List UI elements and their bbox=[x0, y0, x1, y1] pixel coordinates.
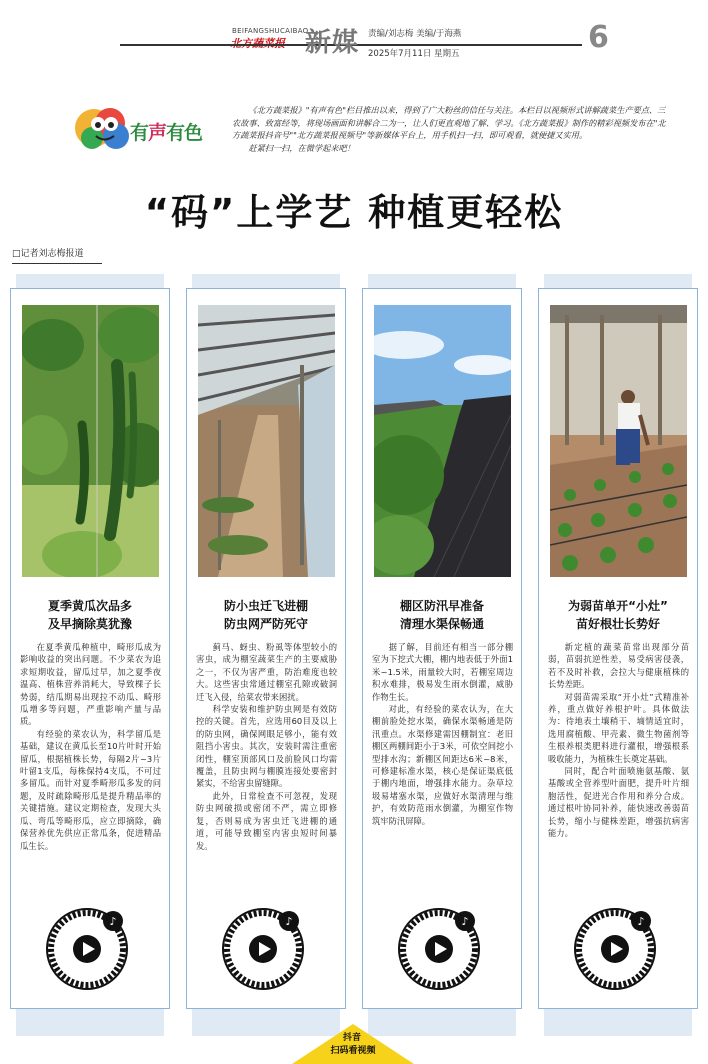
logo-char-2: 声 bbox=[148, 122, 167, 144]
article-paragraph: 对此，有经验的菜农认为，在大棚前脸处挖水渠，确保水渠畅通是防汛重点。水渠修建需因棚制宜：老旧棚区两棚间距小于3米，可依空间挖小型排水沟；新棚区间距达6米~8米，可修建标准水渠，核心是保证渠底低于棚内地面，增强排水能力。杂草垃圾易堵塞水渠，应做好水渠清理与维护，有效防范雨水倒灌，为棚室作物筑牢防汛屏障。 bbox=[372, 704, 513, 826]
article-title-line: 夏季黄瓜次品多 bbox=[47, 599, 132, 613]
article-card bbox=[186, 288, 346, 1009]
column-logo bbox=[72, 98, 222, 158]
field-ditch-photo bbox=[374, 305, 511, 577]
article-title bbox=[15, 597, 165, 633]
masthead bbox=[0, 0, 708, 70]
article-title-line: 及早摘除莫犹豫 bbox=[47, 617, 132, 631]
video-qr-code[interactable] bbox=[397, 907, 481, 991]
greenhouse-interior-image bbox=[198, 305, 335, 577]
seedling-photo bbox=[550, 305, 687, 577]
farmer-seedlings-image bbox=[550, 305, 687, 577]
logo-char-3: 有色 bbox=[166, 122, 203, 144]
article-title-line: 清理水渠保畅通 bbox=[399, 617, 484, 631]
column-logo-text bbox=[130, 118, 202, 145]
column-intro bbox=[232, 104, 672, 154]
article-title bbox=[367, 597, 517, 633]
editors-credit: 责编/刘志梅 美编/于海燕 bbox=[368, 29, 462, 39]
article-title-line: 为弱苗单开“小灶” bbox=[568, 599, 668, 613]
article-title-line: 苗好根壮长势好 bbox=[575, 617, 660, 631]
article-paragraph: 在夏季黄瓜种植中，畸形瓜成为影响收益的突出问题。不少菜农为追求短期收益，留瓜过早，加之夏季夜温高、植株营养消耗大，导致棵子长势弱，结瓜期易出现拉不动瓜、畸形瓜增多等问题，严重影响产量与品质。 bbox=[20, 642, 161, 727]
article-paragraph: 此外，日常检查不可忽视，发现防虫网破损或密闭不严，需立即修复，否则易成为害虫迁飞进棚的通道，可能导致棚室内害虫短时间暴发。 bbox=[196, 790, 337, 851]
footer-scan-label: 扫码看视频 bbox=[330, 1046, 376, 1056]
section-title: 新媒 bbox=[305, 28, 360, 58]
video-qr-code[interactable] bbox=[45, 907, 129, 991]
article-title-line: 棚区防汛早准备 bbox=[399, 599, 484, 613]
video-qr-code[interactable] bbox=[221, 907, 305, 991]
article-body bbox=[196, 641, 337, 852]
svg-text:♪: ♪ bbox=[109, 915, 117, 928]
article-body bbox=[20, 641, 161, 852]
article-body bbox=[548, 641, 689, 840]
article-paragraph: 科学安装和维护防虫网是有效防控的关键。首先，应选用60目及以上的防虫网，确保网眼足够小，能有效阻挡小害虫。其次，安装时需注重密闭性，棚室顶部风口及前脸风口均需覆盖，且防虫网与棚膜连接处要密封紧实，不给害虫留缝隙。 bbox=[196, 704, 337, 789]
article-paragraph: 同时，配合叶面喷施氨基酸、氨基酸或全营养型叶面肥，提升叶片细胞活性，促进光合作用和养分合成。通过根叶协同补养，能快速改善弱苗长势，缩小与健株差距，增强抗病害能力。 bbox=[548, 766, 689, 839]
article-title bbox=[543, 597, 693, 633]
article-title-line: 防虫网严防死守 bbox=[223, 617, 308, 631]
issue-date: 2025年7月11日 星期五 bbox=[368, 49, 460, 59]
article-paragraph: 蓟马、蚜虫、粉虱等体型较小的害虫，成为棚室蔬菜生产的主要威胁之一，不仅为害严重，防治难度也较大。这些害虫常通过棚室孔隙或破洞迁飞入侵，给菜农带来困扰。 bbox=[196, 642, 337, 702]
cucumber-plant-image bbox=[22, 305, 159, 577]
article-title-line: 防小虫迁飞进棚 bbox=[223, 599, 308, 613]
cucumber-photo bbox=[22, 305, 159, 577]
article-card bbox=[538, 288, 698, 1009]
article-paragraph: 对弱苗需采取“开小灶”式精准补养，重点做好养根护叶。具体做法为：待地表土壤稍干、墒情适宜时，选用腐植酸、甲壳素、微生物菌剂等生根养根类肥料进行灌根，增强根系吸收能力，为植株生长奠定基础。 bbox=[548, 691, 689, 764]
svg-text:♪: ♪ bbox=[461, 915, 469, 928]
page-number: 6 bbox=[588, 20, 609, 55]
article-paragraph: 有经验的菜农认为，科学留瓜是基础，建议在黄瓜长至10片叶时开始留瓜，根据植株长势，每隔2片~3片叶留1支瓜，每株保持4支瓜，不可过多留瓜。而针对夏季畸形瓜多发的问题，及时疏除畸形瓜是提升精品率的关键措施。建议定期检查，发现大头瓜、弯瓜等畸形瓜，应立即摘除，确保营养优先供应正常瓜条，促进精品瓜生长。 bbox=[20, 728, 161, 851]
article-card bbox=[362, 288, 522, 1009]
greenhouse-drainage-image bbox=[374, 305, 511, 577]
video-qr-code[interactable] bbox=[573, 907, 657, 991]
intro-call-to-action: 赶紧扫一扫，在微学起来吧！ bbox=[248, 142, 355, 153]
paper-pinyin: BEIFANGSHUCAIBAO bbox=[232, 27, 309, 35]
article-title bbox=[191, 597, 341, 633]
intro-paragraph: 《北方蔬菜报》"有声有色"栏目推出以来，得到了广大粉丝的信任与关注。本栏目以视频形式讲解蔬菜生产要点、三农故事、致富经等，将现场画面和讲解合二为一，让人们更直观地了解、学习。《北方蔬菜报》制作的精彩视频发布在"北方蔬菜报抖音号""北方蔬菜报视频号"等新媒体平台上，用手机扫一扫，即可观看，就便捷又实用。 bbox=[232, 105, 666, 141]
article-body bbox=[372, 641, 513, 827]
svg-text:♪: ♪ bbox=[637, 915, 645, 928]
paper-name bbox=[230, 35, 285, 51]
page-headline: “码”上学艺 种植更轻松 bbox=[144, 191, 564, 234]
greenhouse-net-photo bbox=[198, 305, 335, 577]
footer-douyin-label: 抖音 bbox=[342, 1033, 361, 1043]
svg-text:♪: ♪ bbox=[285, 915, 293, 928]
article-paragraph: 新定植的蔬菜苗常出现部分苗弱，苗弱抗逆性差，易受病害侵袭，若不及时补救，会拉大与健康植株的长势差距。 bbox=[548, 642, 689, 690]
logo-char-1: 有 bbox=[130, 122, 149, 144]
article-paragraph: 据了解，目前还有相当一部分棚室为下挖式大棚，棚内地表低于外面1米~1.5米，雨量较大时，若棚室周边积水难排，极易发生雨水倒灌，威胁作物生长。 bbox=[372, 642, 513, 702]
article-card bbox=[10, 288, 170, 1009]
byline: □记者刘志梅报道 bbox=[12, 246, 102, 264]
